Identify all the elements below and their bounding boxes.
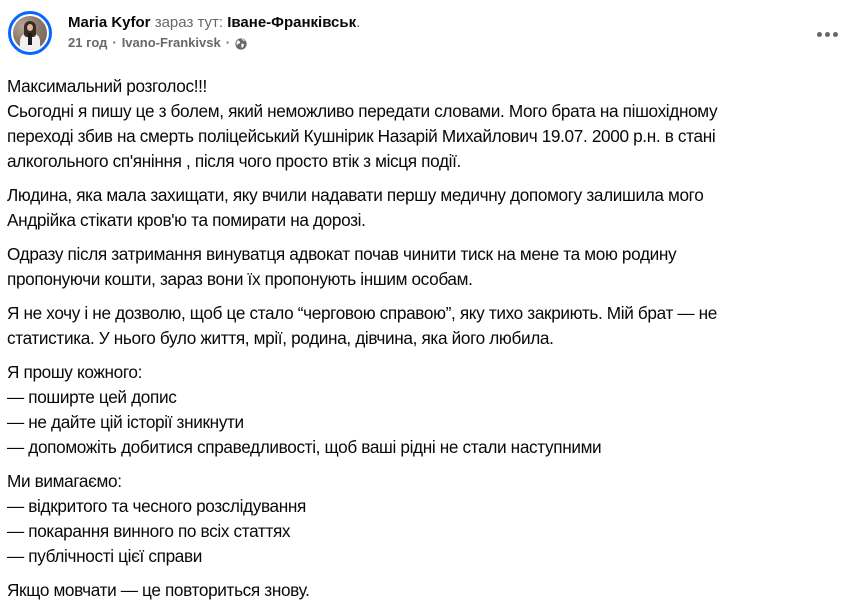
text-line: пропонуючи кошти, зараз вони їх пропонують іншим особам. (7, 269, 473, 289)
text-line: Сьогодні я пишу це з болем, який неможливо передати словами. Мого брата на пішохідному (7, 101, 718, 121)
text-line: Я не хочу і не дозволю, щоб це стало “черговою справою”, яку тихо закриють. Мій брат — не (7, 303, 718, 323)
text-line: — поширте цей допис (7, 387, 177, 407)
avatar[interactable] (8, 11, 52, 55)
post-header-text (68, 13, 360, 52)
text-line: Максимальний розголос!!! (7, 76, 207, 96)
author-name-link[interactable]: Maria Kyfor (68, 14, 151, 31)
text-line: — допоможіть добитися справедливості, щоб ваші рідні не стали наступними (7, 437, 602, 457)
text-line: Ми вимагаємо: (7, 471, 122, 491)
post-text (7, 74, 847, 612)
text-line: — відкритого та чесного розслідування (7, 496, 306, 516)
avatar-photo (13, 16, 47, 50)
more-horizontal-icon (817, 32, 838, 37)
more-options-button[interactable] (813, 20, 841, 48)
post-meta (68, 34, 360, 52)
globe-icon[interactable] (235, 37, 247, 49)
post-timestamp-link[interactable]: 21 год (68, 35, 108, 50)
text-line: переході збив на смерть поліцейський Кушнірик Назарій Михайлович 19.07. 2000 р.н. в стані (7, 126, 716, 146)
post-location-link[interactable]: Ivano-Frankivsk (121, 35, 221, 50)
place-name-link[interactable]: Іване-Франківськ (227, 14, 357, 31)
text-line: Якщо мовчати — це повториться знову. (7, 580, 310, 600)
post-header (8, 11, 853, 63)
text-line: — не дайте цій історії зникнути (7, 412, 244, 432)
post-paragraph (7, 74, 847, 174)
text-line: статистика. У нього було життя, мрії, родина, дівчина, яка його любила. (7, 328, 554, 348)
post-paragraph (7, 469, 847, 569)
text-line: Людина, яка мала захищати, яку вчили надавати першу медичну допомогу залишила мого (7, 185, 704, 205)
text-line: Я прошу кожного: (7, 362, 143, 382)
text-line: Одразу після затримання винуватця адвокат почав чинити тиск на мене та мою родину (7, 244, 677, 264)
title-period: . (356, 14, 361, 31)
text-line: — публічності цієї справи (7, 546, 203, 566)
meta-separator: · (225, 35, 231, 50)
post-paragraph (7, 242, 847, 292)
text-line: — покарання винного по всіх статтях (7, 521, 291, 541)
meta-separator: · (112, 35, 117, 50)
text-line: алкогольного сп'яніння , після чого просто втік з місця події. (7, 151, 461, 171)
check-in-label: зараз тут: (154, 14, 224, 31)
post-paragraph (7, 360, 847, 460)
post-title-line (68, 13, 360, 33)
post-paragraph (7, 578, 847, 603)
post-paragraph (7, 301, 847, 351)
text-line: Андрійка стікати кров'ю та помирати на дорозі. (7, 210, 366, 230)
post-paragraph (7, 183, 847, 233)
